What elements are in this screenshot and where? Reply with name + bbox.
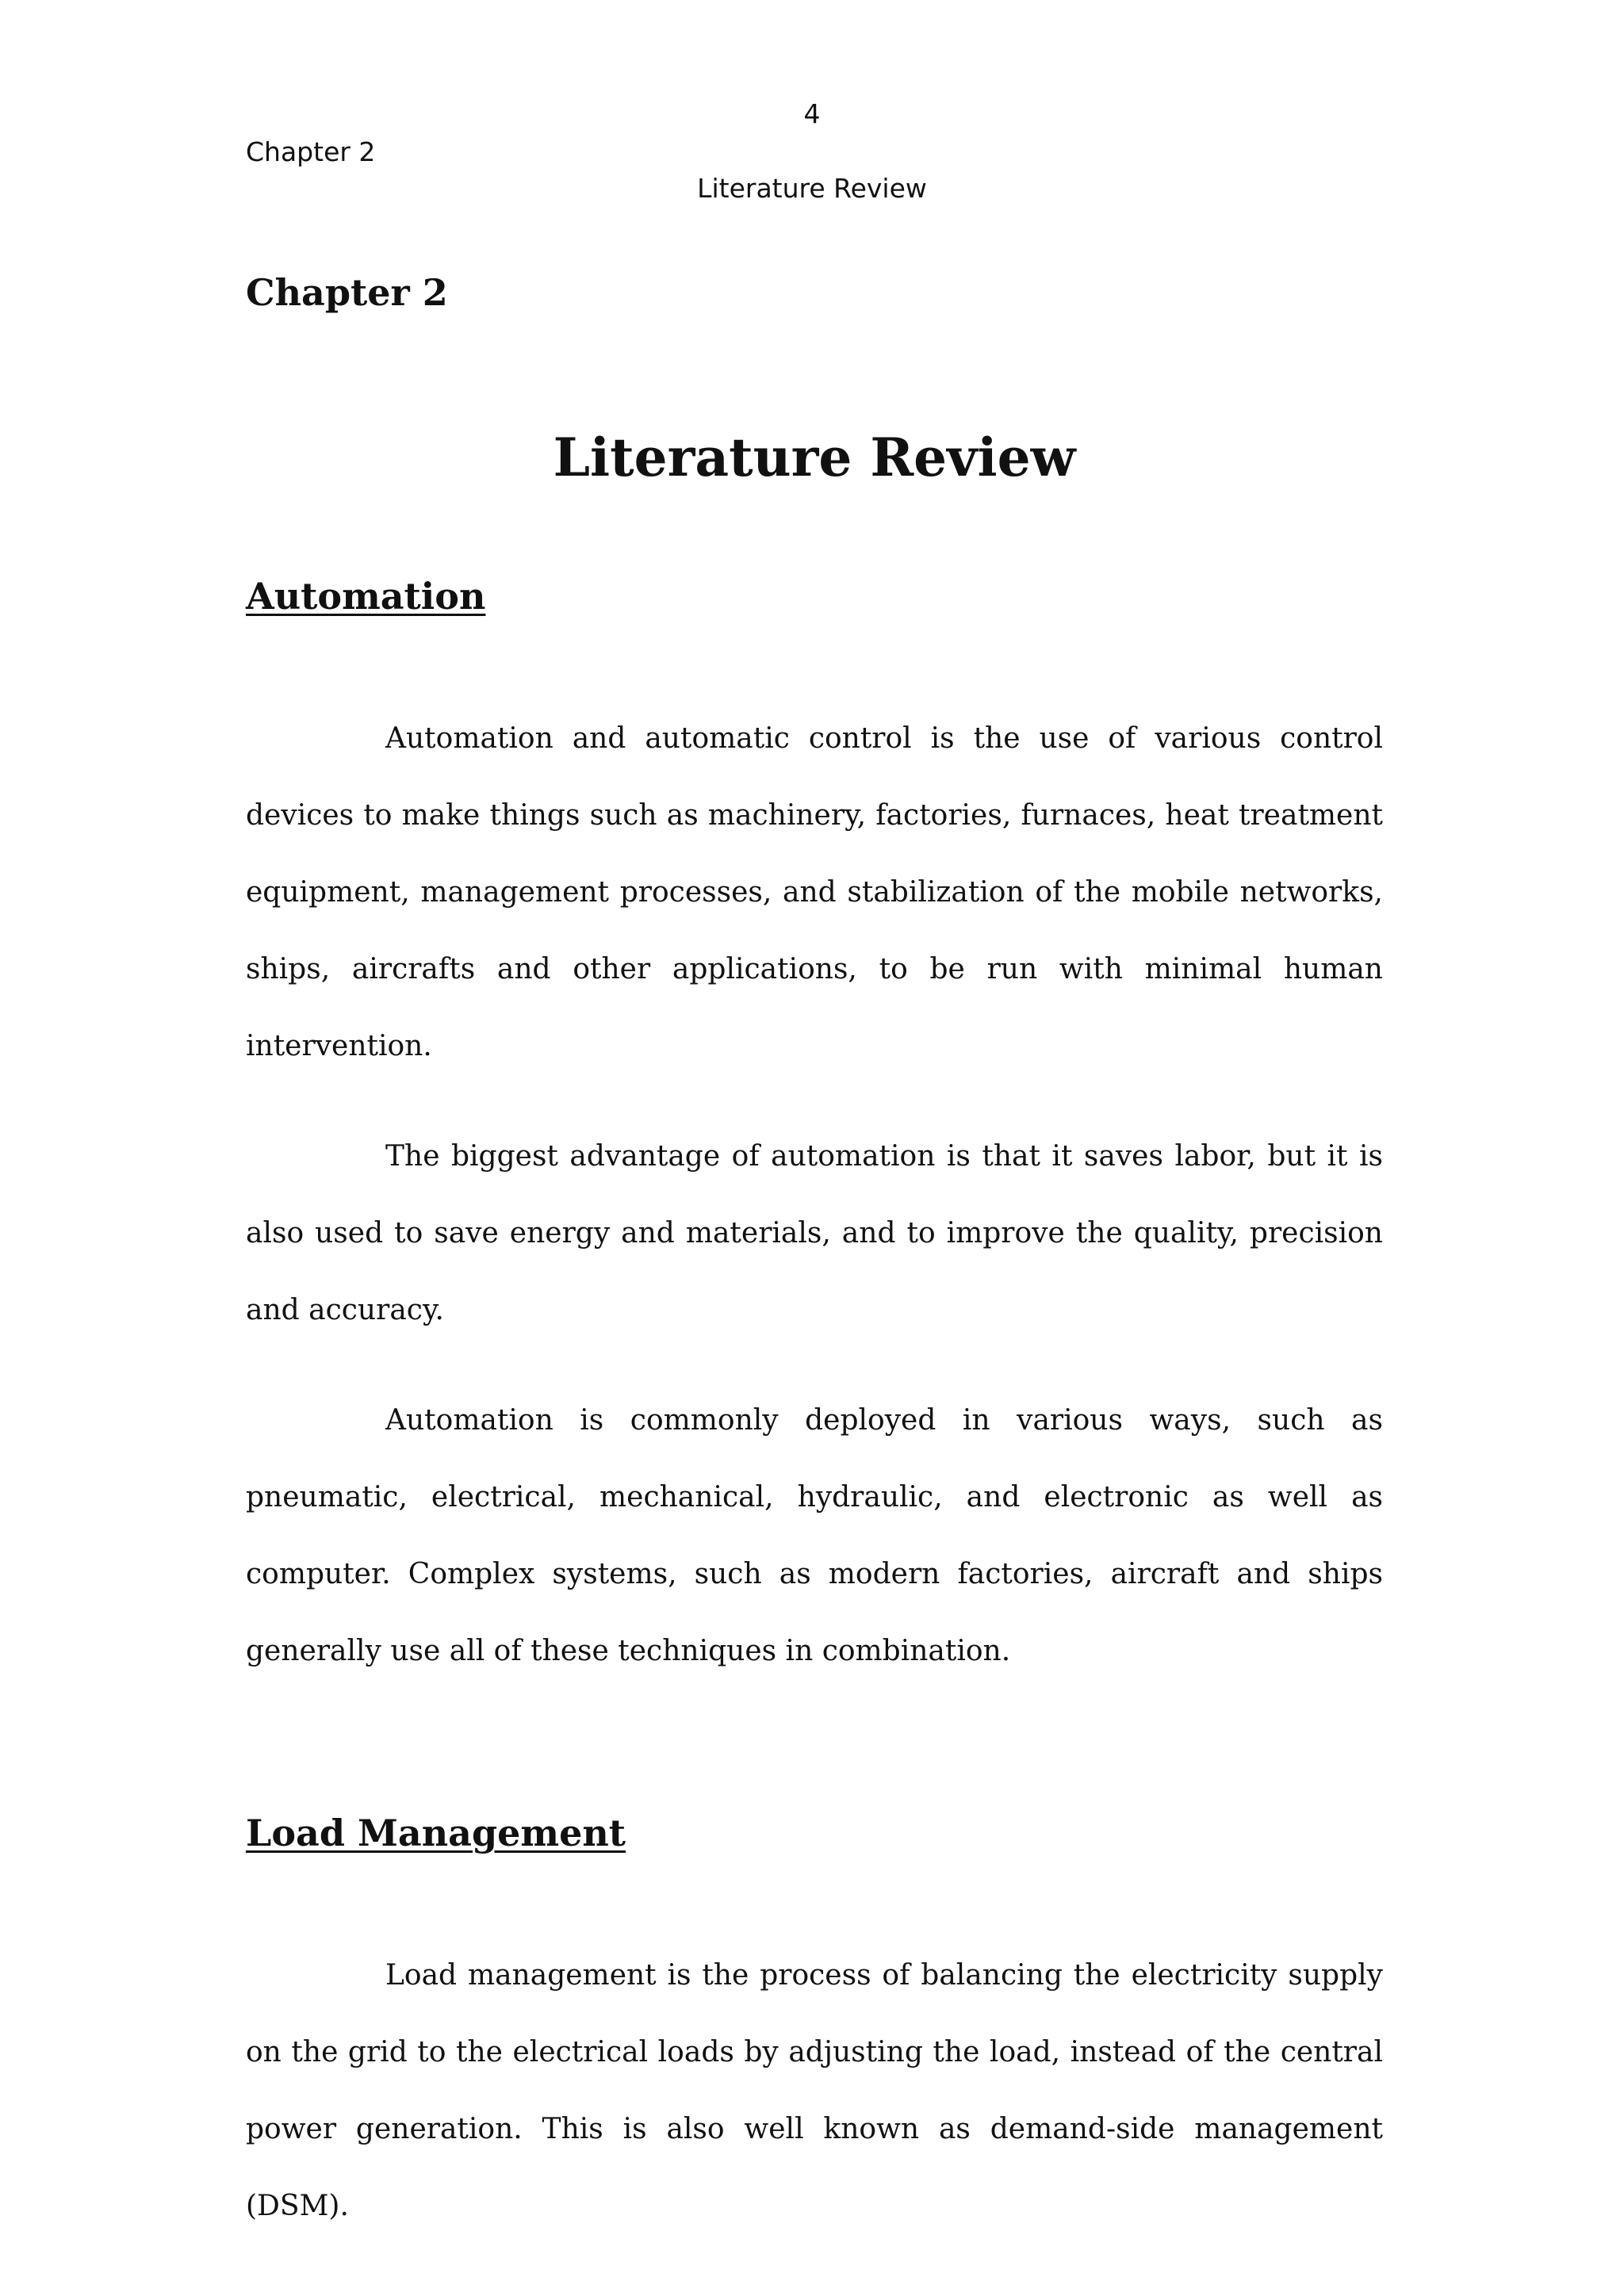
running-head-chapter: Chapter 2 xyxy=(246,136,376,167)
section-automation xyxy=(246,573,1383,1689)
document-body xyxy=(246,270,1383,2244)
page-number: 4 xyxy=(803,98,821,129)
section-load-management xyxy=(246,1810,1383,2244)
section-heading-automation: Automation xyxy=(246,574,486,618)
chapter-title: Literature Review xyxy=(553,426,1076,488)
section-heading-load-management: Load Management xyxy=(246,1811,626,1854)
paragraph: The biggest advantage of automation is that it saves labor, but it is also used to save energy and materials, and to improve the quality, precision and accuracy. xyxy=(246,1139,1383,1326)
paragraph: Automation is commonly deployed in various ways, such as pneumatic, electrical, mechanical, hydraulic, and electronic as well as computer. Complex systems, such as modern factories, aircraft and ships generally use all of these techniques in combination. xyxy=(246,1403,1383,1667)
paragraph: Automation and automatic control is the use of various control devices to make things such as machinery, factories, furnaces, heat treatment equipment, management processes, and stabilization of the mobile networks, ships, aircrafts and other applications, to be run with minimal human intervention. xyxy=(246,721,1383,1062)
chapter-label: Chapter 2 xyxy=(246,271,448,314)
paragraph: Load management is the process of balancing the electricity supply on the grid to the electrical loads by adjusting the load, instead of the central power generation. This is also well known as demand-side management (DSM). xyxy=(246,1958,1383,2222)
running-head-title: Literature Review xyxy=(697,173,927,204)
